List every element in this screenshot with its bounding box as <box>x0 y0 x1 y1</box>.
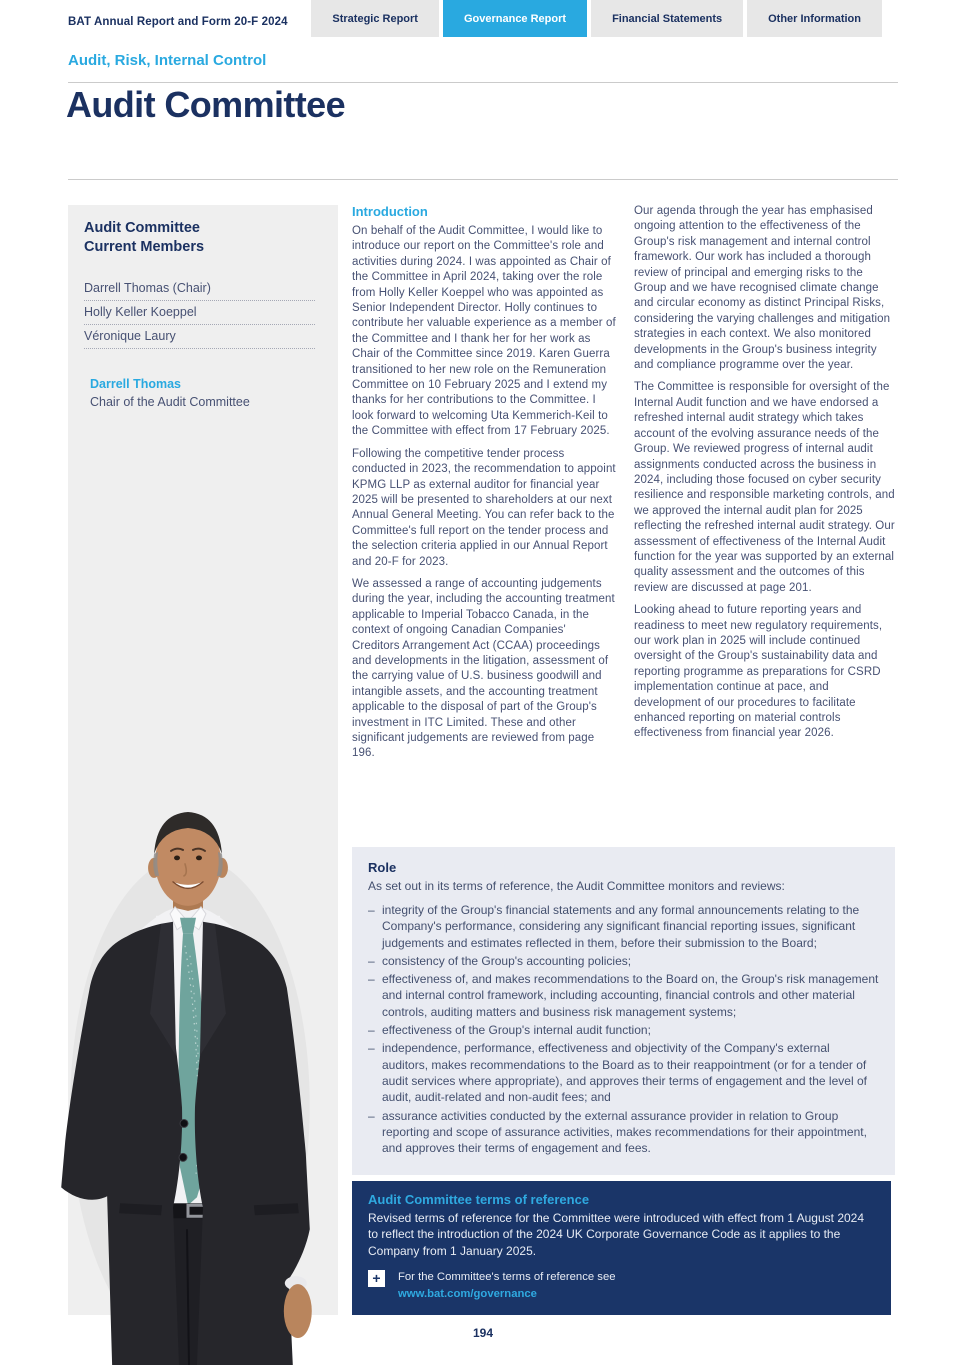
role-bullet <box>368 1022 879 1038</box>
photo-caption-role: Chair of the Audit Committee <box>90 395 250 409</box>
tab-other-information[interactable]: Other Information <box>747 0 882 37</box>
terms-body: Revised terms of reference for the Committee were introduced with effect from 1 August 2024 to reflect the introduction of the 2024 UK Corporate Governance Code as it applies to the Company from 1 January 2025. <box>368 1211 865 1258</box>
members-heading-line1: Audit Committee <box>84 220 200 236</box>
role-bullet <box>368 971 879 1020</box>
members-heading-line2: Current Members <box>84 239 205 255</box>
bullet-dash: – <box>368 903 375 917</box>
photo-caption <box>90 377 250 409</box>
terms-link-lead: For the Committee's terms of reference see <box>398 1270 616 1283</box>
role-intro: As set out in its terms of reference, the Audit Committee monitors and reviews: <box>368 879 785 893</box>
portrait-photo-darrell-thomas <box>30 806 340 1365</box>
section-eyebrow: Audit, Risk, Internal Control <box>68 52 267 69</box>
role-bullet-text: integrity of the Group's financial statements and any formal announcements relating to the Company's performance, considering any significant financial reporting issues, significant judgements and estimates reflected in them, before their submission to the Board; <box>382 903 860 950</box>
introduction-heading: Introduction <box>352 204 428 219</box>
bullet-dash: – <box>368 1041 375 1056</box>
governance-link[interactable]: www.bat.com/governance <box>398 1287 537 1300</box>
role-bullet-list <box>368 902 879 1156</box>
terms-link-text <box>398 1270 616 1302</box>
bullet-dash: – <box>368 1108 375 1123</box>
terms-heading: Audit Committee terms of reference <box>368 1192 590 1207</box>
terms-link-row <box>368 1270 873 1302</box>
photo-caption-name: Darrell Thomas <box>90 377 182 391</box>
members-list <box>84 279 315 349</box>
intro-paragraph: Our agenda through the year has emphasised ongoing attention to the effectiveness of the Group's risk management and internal control framework. Our work has included a thorough review of principal and emerging risks to the Group and we have recognised climate change and circular economy as distinct Principal Risks, considering the varying challenges and mitigation strategies in each context. We also monitored developments in the Group's business integrity and compliance programme over the year. <box>634 205 891 372</box>
intro-column-right <box>634 204 898 749</box>
page-title: Audit Committee <box>66 84 346 125</box>
tab-governance-report[interactable]: Governance Report <box>443 0 587 37</box>
tab-strategic-report[interactable]: Strategic Report <box>311 0 439 37</box>
role-bullet-text: effectiveness of, and makes recommendations to the Board on, the Group's risk management and internal control framework, including accounting, financial controls and other material controls, auditing matters and business risk management systems; <box>382 972 879 1019</box>
divider <box>68 82 898 83</box>
role-bullet <box>368 1040 879 1105</box>
bullet-dash: – <box>368 953 375 968</box>
role-bullet-text: independence, performance, effectiveness and objectivity of the Company's external auditors, makes recommendations to the Board as to their reappointment (or for a tender of audit services where appropriate), and approves their terms of engagement and the level of audit, audit-related and non-audit fees; and <box>382 1041 867 1105</box>
role-bullet-text: consistency of the Group's accounting policies; <box>382 953 632 968</box>
member-row: Holly Keller Koeppel <box>84 303 315 325</box>
intro-paragraph: We assessed a range of accounting judgements during the year, including the accounting treatment applicable to Imperial Tobacco Canada, in the context of ongoing Canadian Companies' Creditors Arrangement Act (CCAA) proceedings and developments in the litigation, assessment of the carrying value of U.S. business goodwill and intangible assets, and the accounting treatment applicable to the disposal of part of the Group's investment in ITC Limited. These and other significant judgements are reviewed from page 196. <box>352 577 615 760</box>
role-bullet <box>368 953 879 969</box>
section-tabs <box>311 0 882 37</box>
role-bullet <box>368 1108 879 1157</box>
role-panel <box>352 847 895 1175</box>
page-number: 194 <box>472 1326 494 1340</box>
divider <box>68 179 898 180</box>
role-bullet-text: assurance activities conducted by the external assurance provider in relation to Group reporting and scope of assurance activities, makes recommendations for their appointment, and approves their terms of engagement and fees. <box>382 1108 867 1156</box>
bullet-dash: – <box>368 972 375 987</box>
role-bullet-text: effectiveness of the Group's internal audit function; <box>382 1023 651 1038</box>
plus-icon: + <box>368 1270 385 1287</box>
member-row: Darrell Thomas (Chair) <box>84 279 315 301</box>
intro-column-left <box>352 204 616 769</box>
intro-paragraph: Looking ahead to future reporting years and readiness to meet new regulatory requirements, our work plan in 2025 will include continued oversight of the Group's sustainability data and reporting programme as preparations for CSRD implementation continue at pace, and development of our procedures to facilitate enhanced reporting on material controls effectiveness from financial year 2026. <box>634 604 883 740</box>
intro-paragraph: On behalf of the Audit Committee, I would like to introduce our report on the Committee's role and activities during 2024. I was appointed as Chair of the Committee in April 2024, taking over the role from Holly Keller Koeppel who was appointed as Senior Independent Director. Holly continues to contribute her valuable experience as a member of the Committee and I thank her for her work as Chair of the Committee since 2019. Karen Guerra transitioned to her new role on the Remuneration Committee on 10 February 2025 and I extend my thanks for her contributions to the Committee. I look forward to welcoming Uta Kemmerich-Keil to the Committee with effect from 17 February 2025. <box>352 225 616 438</box>
terms-of-reference-panel <box>352 1181 891 1315</box>
role-heading: Role <box>368 860 397 875</box>
bullet-dash: – <box>368 1023 375 1038</box>
member-row: Véronique Laury <box>84 327 315 349</box>
intro-paragraph: Following the competitive tender process conducted in 2023, the recommendation to appoint KPMG LLP as external auditor for financial year 2025 will be presented to shareholders at our next Annual General Meeting. You can refer back to the Committee's full report on the tender process and the selection criteria applied in our Annual Report and 20-F for 2023. <box>352 447 616 568</box>
intro-paragraph: The Committee is responsible for oversight of the Internal Audit function and we have endorsed a refreshed internal audit strategy which takes account of the evolving assurance needs of the Group. We reviewed progress of internal audit assignments conducted across the business in 2024, including those focused on cyber security resilience and responsible marketing controls, and we approved the internal audit plan for 2025 reflecting the refreshed internal audit strategy. Our assessment of effectiveness of the Internal Audit function for the year was supported by an external quality assessment and the outcomes of this review are discussed at page 201. <box>634 381 895 594</box>
role-bullet <box>368 902 879 951</box>
members-panel-heading <box>68 205 338 257</box>
tab-financial-statements[interactable]: Financial Statements <box>591 0 743 37</box>
report-title: BAT Annual Report and Form 20-F 2024 <box>68 16 288 28</box>
